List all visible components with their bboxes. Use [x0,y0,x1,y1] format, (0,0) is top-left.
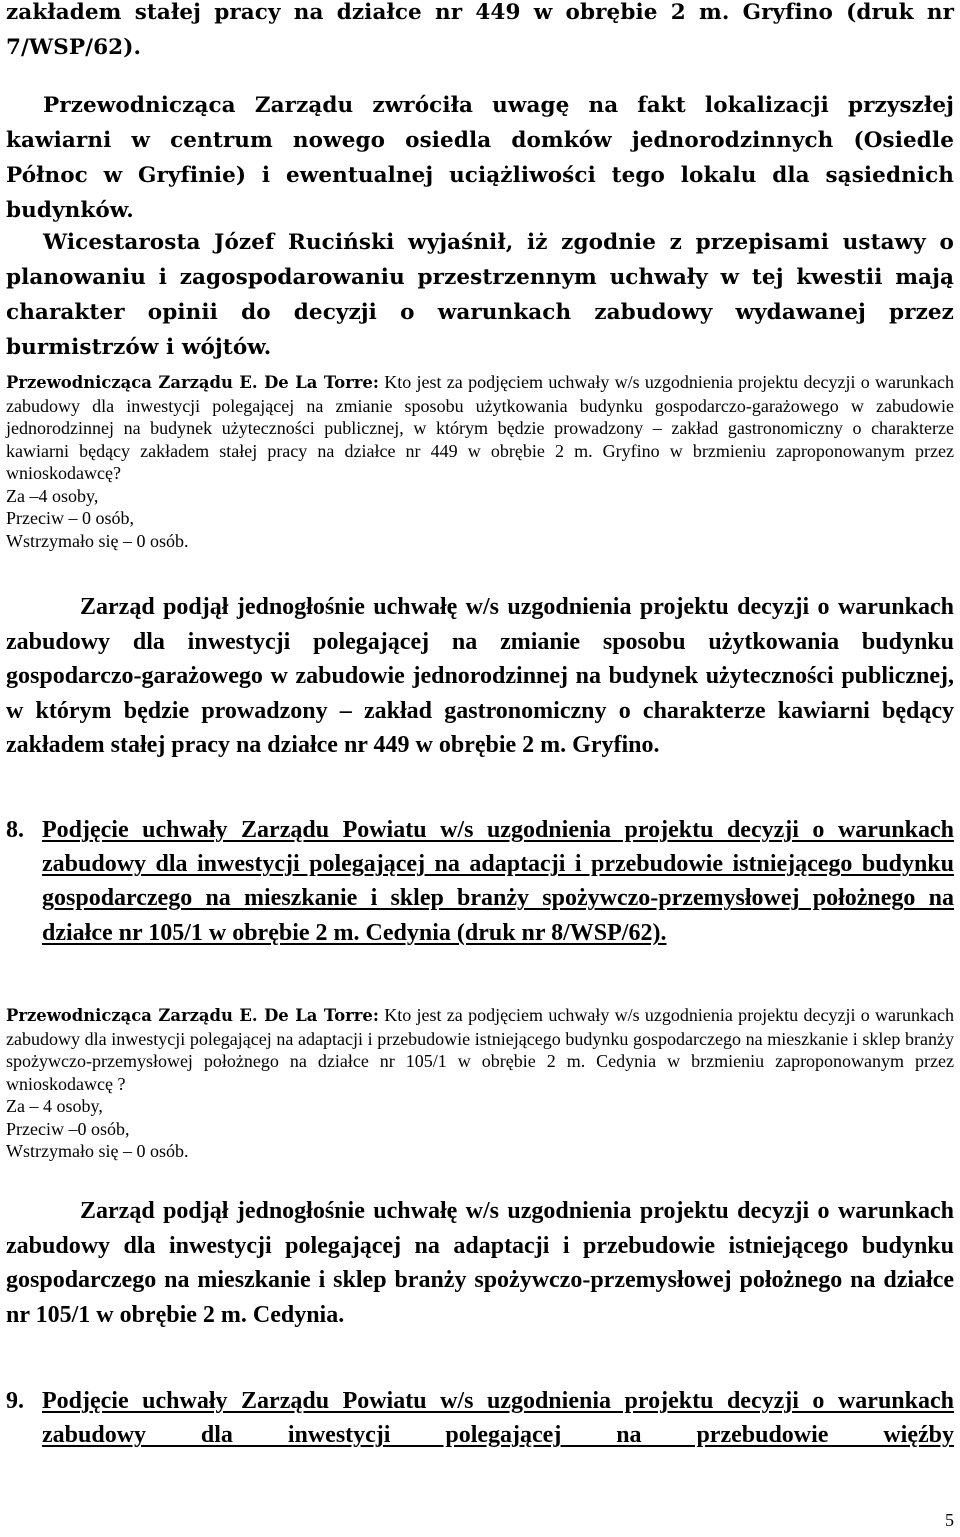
chair-note-paragraph: Przewodnicząca Zarządu zwróciła uwagę na fakt lokalizacji przyszłej kawiarni w centrum nowego osiedla domków jednorodzinnych (Osiedle Północ w Gryfinie) i ewentualnej uciążliwości tego lokalu dla sąsiednich budynków. [6,93,954,223]
page-number: 5 [945,1510,954,1530]
resolution-2 [6,1194,954,1332]
question-text: Kto jest za podjęciem uchwały w/s uzgodnienia projektu decyzji o warunkach zabudowy dla inwestycji polegającej na zmianie sposobu użytkowania budynku gospodarczo-garażowego w zabudowie jednorodzinnej na budynek użyteczności publicznej, w którym będzie prowadzony – zakład gastronomiczny o charakterze kawiarni będący zakładem stałej pracy na działce nr 449 w obrębie 2 m. Gryfino w brzmieniu zaproponowanym przez wnioskodawcę? [6,372,954,483]
agenda-item-title: Podjęcie uchwały Zarządu Powiatu w/s uzgodnienia projektu decyzji o warunkach zabudowy dla inwestycji polegającej na adaptacji i przebudowie istniejącego budynku gospodarczego na mieszkanie i sklep branży spożywczo-przemysłowej położnego na działce nr 105/1 w obrębie 2 m. Cedynia (druk nr 8/WSP/62). [42,817,954,946]
resolution-1-text: Zarząd podjął jednogłośnie uchwałę w/s uzgodnienia projektu decyzji o warunkach zabudowy dla inwestycji polegającej na zmianie sposobu użytkowania budynku gospodarczo-garażowego w zabudowie jednorodzinnej na budynek użyteczności publicznej, w którym będzie prowadzony – zakład gastronomiczny o charakterze kawiarni będący zakładem stałej pracy na działce nr 449 w obrębie 2 m. Gryfino. [6,594,954,758]
vote-przeciw: Przeciw – 0 osób, [6,508,134,528]
agenda-item-title: Podjęcie uchwały Zarządu Powiatu w/s uzgodnienia projektu decyzji o warunkach zabudowy dla inwestycji polegającej na przebudowie więźby [42,1388,954,1449]
vote-block-2 [6,1004,954,1163]
vote-za: Za –4 osoby, [6,485,99,506]
vote-question-1 [6,371,954,485]
agenda-item-9 [6,1384,954,1452]
vote-wstrzymalo: Wstrzymało się – 0 osób. [6,530,189,551]
question-text: Kto jest za podjęciem uchwały w/s uzgodnienia projektu decyzji o warunkach zabudowy dla inwestycji polegającej na adaptacji i przebudowie istniejącego budynku gospodarczego na mieszkanie i sklep branży spożywczo-przemysłowej położnego na działce nr 105/1 w obrębie 2 m. Cedynia w brzmieniu zaproponowanym przez wnioskodawcę ? [6,1005,954,1094]
vote-block-1 [6,371,954,552]
agenda-item-8 [6,813,954,950]
resolution-2-text: Zarząd podjął jednogłośnie uchwałę w/s uzgodnienia projektu decyzji o warunkach zabudowy dla inwestycji polegającej na adaptacji i przebudowie istniejącego budynku gospodarczego na mieszkanie i sklep branży spożywczo-przemysłowej położnego na działce nr 105/1 w obrębie 2 m. Cedynia. [6,1198,954,1328]
speaker-label: Przewodnicząca Zarządu E. De La Torre: [6,373,379,392]
vote-question-2 [6,1004,954,1095]
resolution-1 [6,590,954,763]
vote-wstrzymalo: Wstrzymało się – 0 osób. [6,1141,189,1161]
vote-za: Za – 4 osoby, [6,1096,103,1116]
speaker-label: Przewodnicząca Zarządu E. De La Torre: [6,1006,379,1025]
agenda-item-number: 8. [6,817,24,843]
vice-starost-paragraph: Wicestarosta Józef Ruciński wyjaśnił, iż zgodnie z przepisami ustawy o planowaniu i zagospodarowaniu przestrzennym uchwały w tej kwestii mają charakter opinii do decyzji o warunkach zabudowy wydawanej przez burmistrzów i wójtów. [6,230,954,360]
top-fragment: zakładem stałej pracy na działce nr 449 w obrębie 2 m. Gryfino (druk nr 7/WSP/62). [6,0,954,60]
vote-przeciw: Przeciw –0 osób, [6,1118,130,1139]
agenda-item-number: 9. [6,1388,24,1414]
